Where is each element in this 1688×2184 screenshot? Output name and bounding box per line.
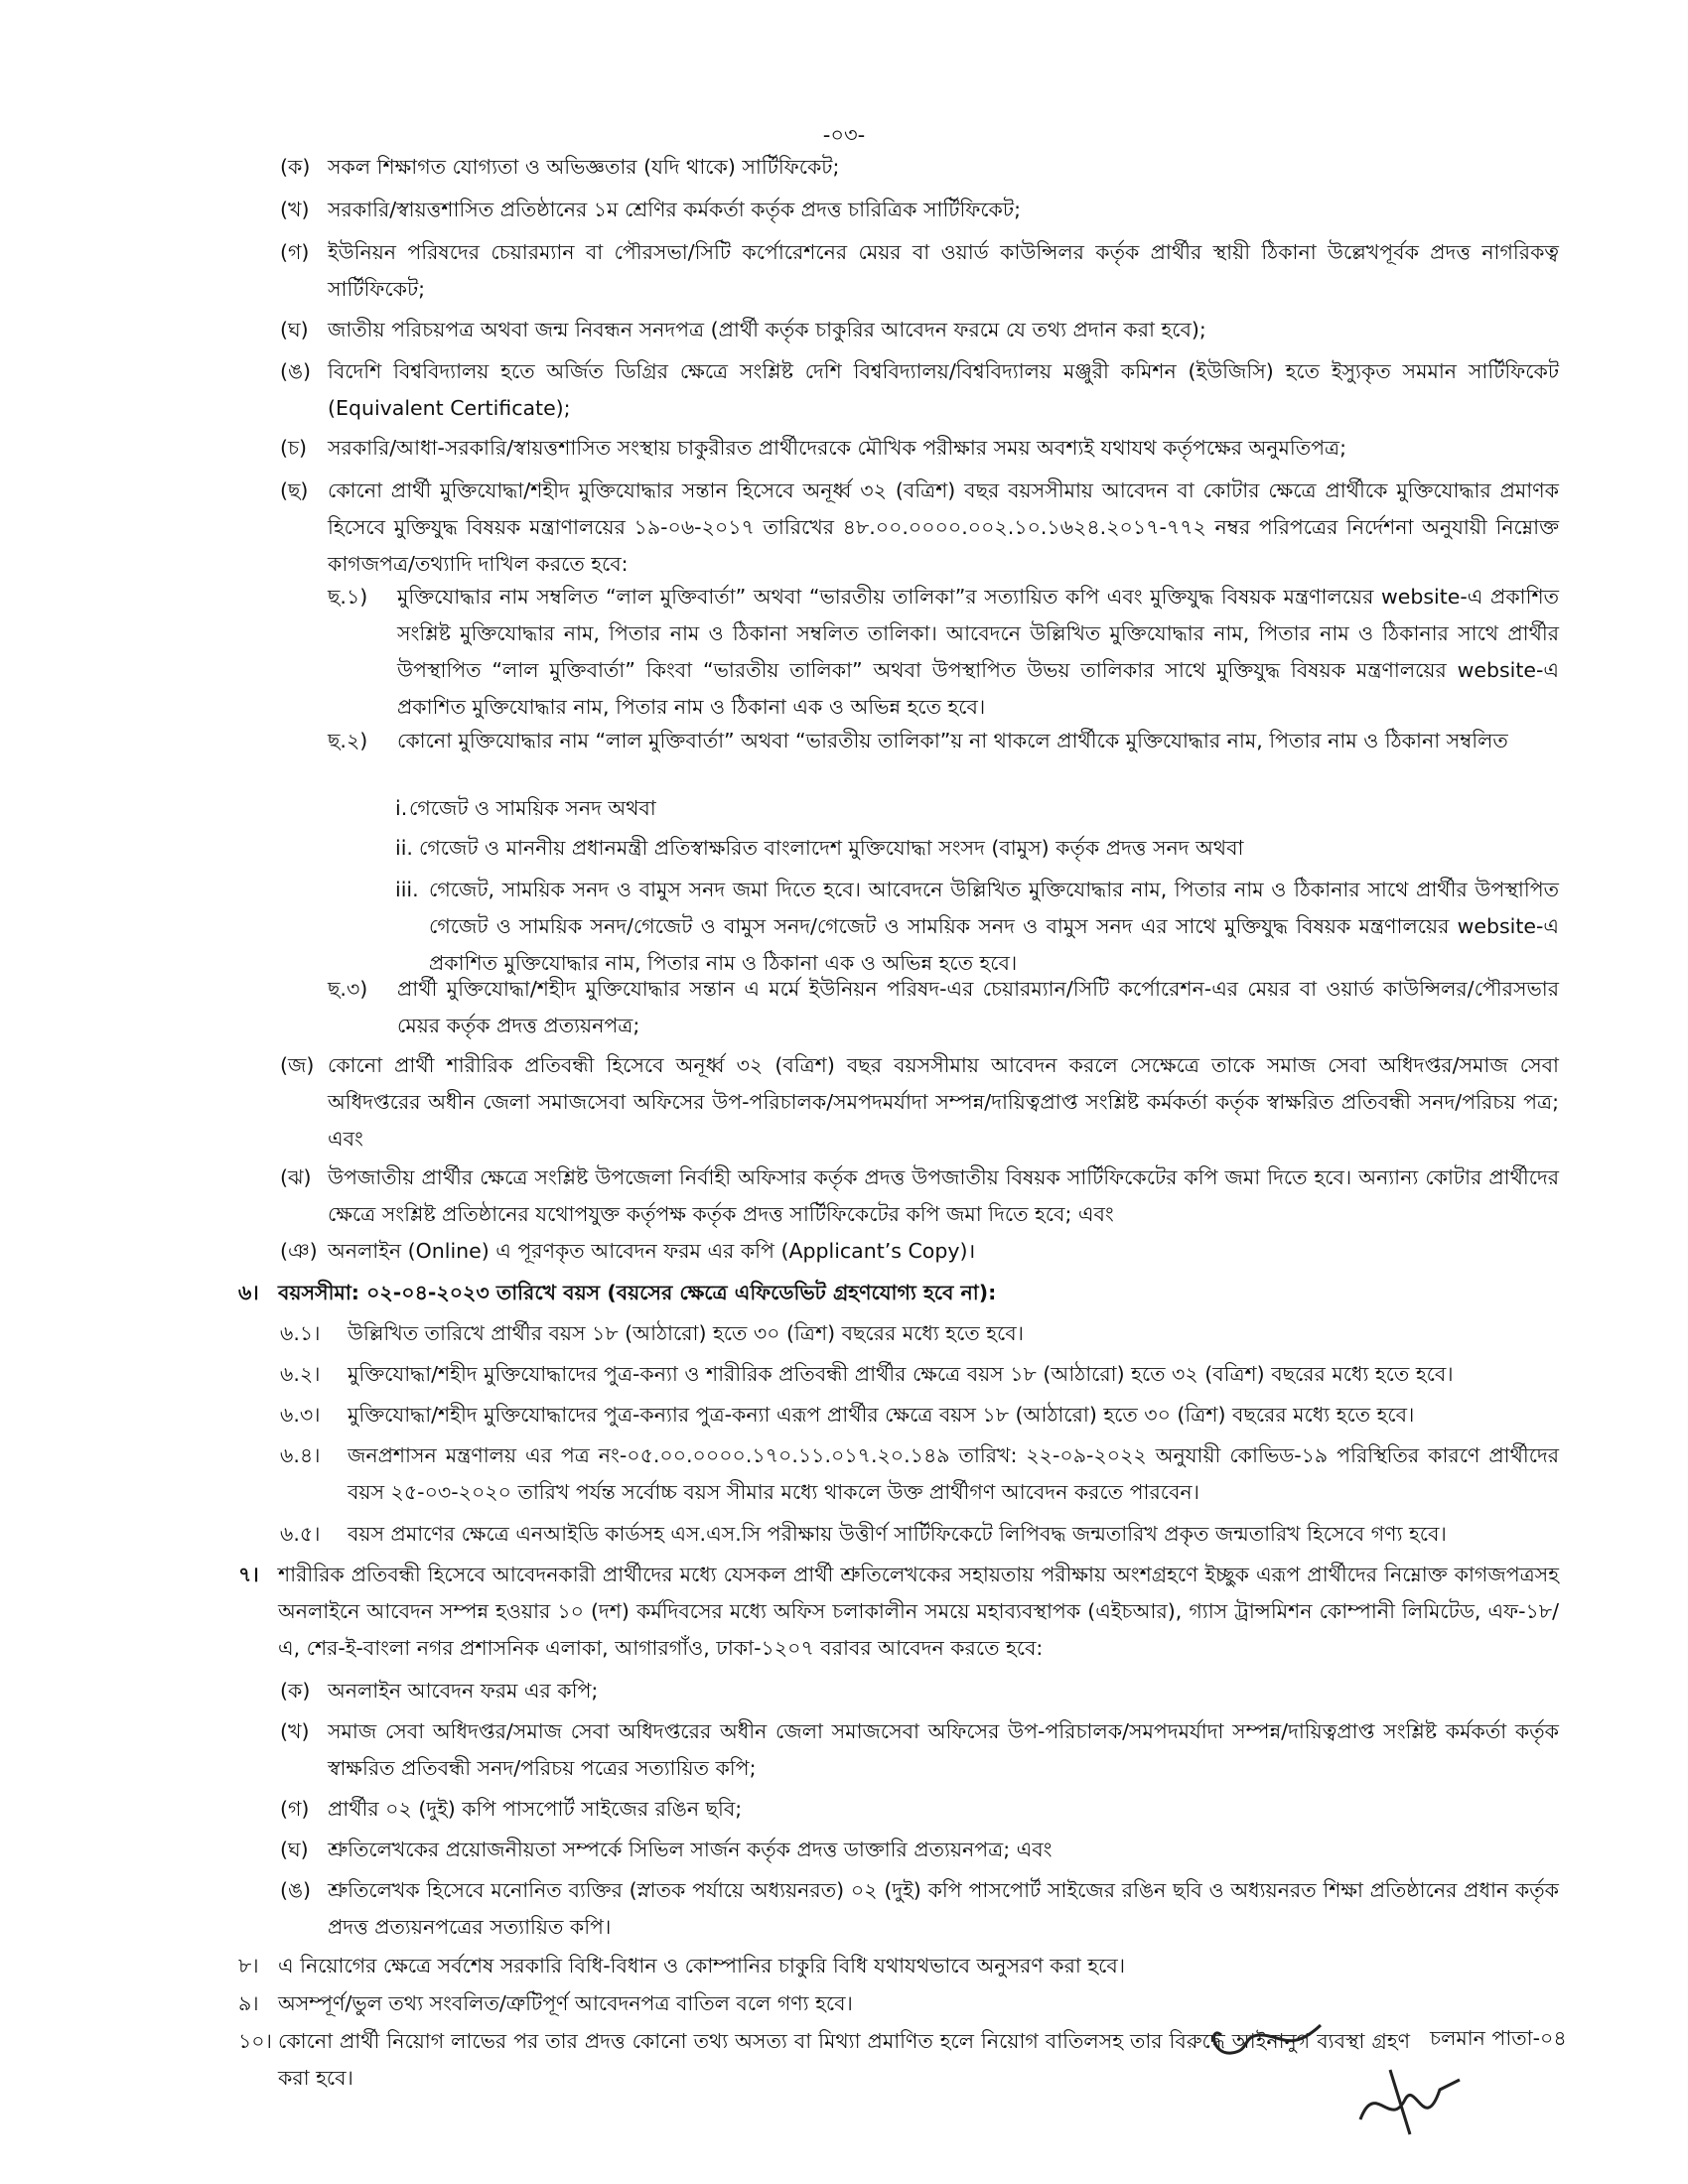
roman-marker: i. xyxy=(395,796,408,820)
sub-item-marker: ৬.৫। xyxy=(280,1522,321,1546)
section-text: কোনো প্রার্থী নিয়োগ লাভের পর তার প্রদত্ত কোনো তথ্য অসত্য বা মিথ্যা প্রমাণিত হলে নিয়োগ বাতিলসহ তার বিরুদ্ধে আইনানুগ ব্যবস্থা গ্রহণ করা হবে। xyxy=(278,2029,1410,2090)
list-item-text: প্রার্থীর ০২ (দুই) কপি পাসপোর্ট সাইজের রঙিন ছবি; xyxy=(328,1797,743,1821)
sub-item-marker: ৬.২। xyxy=(280,1362,321,1386)
item-marker: (জ) xyxy=(280,1053,315,1077)
initials-signature xyxy=(1201,2005,1370,2065)
item-marker: (খ) xyxy=(280,1719,310,1743)
sub-item-text: মুক্তিযোদ্ধার নাম সম্বলিত “লাল মুক্তিবার্তা” অথবা “ভারতীয় তালিকা”র সত্যায়িত কপি এবং মুক্তিযুদ্ধ বিষয়ক মন্ত্রণালয়ের website-এ প্রকাশিত সংশ্লিষ্ট মুক্তিযোদ্ধার নাম, পিতার নাম ও ঠিকানা সম্বলিত তালিকা। আবেদনে উল্লিখিত মুক্তিযোদ্ধার নাম, পিতার নাম ও ঠিকানার সাথে প্রার্থীর উপস্থাপিত “লাল মুক্তিবার্তা” কিংবা “ভারতীয় তালিকা” অথবা উপস্থাপিত উভয় তালিকার সাথে মুক্তিযুদ্ধ বিষয়ক মন্ত্রণালয়ের website-এ প্রকাশিত মুক্তিযোদ্ধার নাম, পিতার নাম ও ঠিকানা এক ও অভিন্ন হতে হবে। xyxy=(397,585,1559,719)
item-marker: (ক) xyxy=(280,1679,311,1703)
list-item-text: শ্রুতিলেখকের প্রয়োজনীয়তা সম্পর্কে সিভিল সার্জন কর্তৃক প্রদত্ত ডাক্তারি প্রত্যয়নপত্র; এবং xyxy=(328,1838,1053,1861)
list-item-text: সকল শিক্ষাগত যোগ্যতা ও অভিজ্ঞতার (যদি থাকে) সার্টিফিকেট; xyxy=(328,155,840,179)
sub-item-marker: ছ.৩) xyxy=(328,977,368,1001)
list-item-text: অনলাইন আবেদন ফরম এর কপি; xyxy=(328,1679,599,1703)
sub-item-text: মুক্তিযোদ্ধা/শহীদ মুক্তিযোদ্ধাদের পুত্র-কন্যার পুত্র-কন্যা এরূপ প্রার্থীর ক্ষেত্রে বয়স ১৮ (আঠারো) হতে ৩০ (ত্রিশ) বছরের মধ্যে হতে হবে। xyxy=(348,1403,1415,1427)
sub-item-text: উল্লিখিত তারিখে প্রার্থীর বয়স ১৮ (আঠারো) হতে ৩০ (ত্রিশ) বছরের মধ্যে হতে হবে। xyxy=(348,1321,1024,1345)
list-item-text: শ্রুতিলেখক হিসেবে মনোনিত ব্যক্তির (স্নাতক পর্যায়ে অধ্যয়নরত) ০২ (দুই) কপি পাসপোর্ট সাইজের রঙিন ছবি ও অধ্যয়নরত শিক্ষা প্রতিষ্ঠানের প্রধান কর্তৃক প্রদত্ত প্রত্যয়নপত্রের সত্যায়িত কপি। xyxy=(328,1878,1559,1939)
sub-item-marker: ছ.১) xyxy=(328,585,368,609)
item-marker: (গ) xyxy=(280,1797,310,1821)
item-marker: (ছ) xyxy=(280,478,309,502)
continued-page-label: চলমান পাতা-০৪ xyxy=(1430,2026,1567,2050)
item-marker: (চ) xyxy=(280,436,308,460)
item-marker: (গ) xyxy=(280,240,310,264)
section-number: ৮। xyxy=(238,1954,259,1978)
sub-item-text: কোনো মুক্তিযোদ্ধার নাম “লাল মুক্তিবার্তা” অথবা “ভারতীয় তালিকা”য় না থাকলে প্রার্থীকে মুক্তিযোদ্ধার নাম, পিতার নাম ও ঠিকানা সম্বলিত xyxy=(397,729,1508,752)
section-text: অসম্পূর্ণ/ভুল তথ্য সংবলিত/ত্রুটিপূর্ণ আবেদনপত্র বাতিল বলে গণ্য হবে। xyxy=(278,1991,853,2015)
sub-item-marker: ৬.৪। xyxy=(280,1443,321,1467)
list-item-text: সমাজ সেবা অধিদপ্তর/সমাজ সেবা অধিদপ্তরের অধীন জেলা সমাজসেবা অফিসের উপ-পরিচালক/সমপদমর্যাদা সম্পন্ন/দায়িত্বপ্রাপ্ত সংশ্লিষ্ট কর্মকর্তা কর্তৃক স্বাক্ষরিত প্রতিবন্ধী সনদ/পরিচয় পত্রের সত্যায়িত কপি; xyxy=(328,1719,1559,1780)
roman-item-text: গেজেট ও মাননীয় প্রধানমন্ত্রী প্রতিস্বাক্ষরিত বাংলাদেশ মুক্তিযোদ্ধা সংসদ (বামুস) কর্তৃক প্রদত্ত সনদ অথবা xyxy=(419,836,1244,860)
item-marker: (ঝ) xyxy=(280,1165,312,1189)
page-number: -০৩- xyxy=(822,123,866,147)
list-item-text: সরকারি/আধা-সরকারি/স্বায়ত্তশাসিত সংস্থায় চাকুরীরত প্রার্থীদেরকে মৌখিক পরীক্ষার সময় অবশ্যই যথাযথ কর্তৃপক্ষের অনুমতিপত্র; xyxy=(328,436,1346,460)
sub-item-marker: ৬.১। xyxy=(280,1321,321,1345)
sub-item-marker: ৬.৩। xyxy=(280,1403,321,1427)
section-number: ৯। xyxy=(238,1991,259,2015)
sub-item-text: জনপ্রশাসন মন্ত্রণালয় এর পত্র নং-০৫.০০.০০০০.১৭০.১১.০১৭.২০.১৪৯ তারিখ: ২২-০৯-২০২২ অনুযায়ী কোভিড-১৯ পরিস্থিতির কারণে প্রার্থীদের বয়স ২৫-০৩-২০২০ তারিখ পর্যন্ত সর্বোচ্চ বয়স সীমার মধ্যে থাকলে উক্ত প্রার্থীগণ আবেদন করতে পারবেন। xyxy=(348,1443,1559,1504)
section-text: শারীরিক প্রতিবন্ধী হিসেবে আবেদনকারী প্রার্থীদের মধ্যে যেসকল প্রার্থী শ্রুতিলেখকের সহায়তায় পরীক্ষায় অংশগ্রহণে ইচ্ছুক এরূপ প্রার্থীদের নিম্নোক্ত কাগজপত্রসহ অনলাইনে আবেদন সম্পন্ন হওয়ার ১০ (দশ) কর্মদিবসের মধ্যে অফিস চলাকালীন সময়ে মহাব্যবস্থাপক (এইচআর), গ্যাস ট্রান্সমিশন কোম্পানী লিমিটেড, এফ-১৮/এ, শের-ই-বাংলা নগর প্রশাসনিক এলাকা, আগারগাঁও, ঢাকা-১২০৭ বরাবর আবেদন করতে হবে: xyxy=(278,1563,1559,1660)
section-number: ১০। xyxy=(238,2029,272,2053)
item-marker: (ঙ) xyxy=(280,1878,312,1902)
list-item-text: কোনো প্রার্থী শারীরিক প্রতিবন্ধী হিসেবে অনূর্ধ্ব ৩২ (বত্রিশ) বছর বয়সসীমায় আবেদন করলে সেক্ষেত্রে তাকে সমাজ সেবা অধিদপ্তর/সমাজ সেবা অধিদপ্তরের অধীন জেলা সমাজসেবা অফিসের উপ-পরিচালক/সমপদমর্যাদা সম্পন্ন/দায়িত্বপ্রাপ্ত সংশ্লিষ্ট কর্মকর্তা কর্তৃক স্বাক্ষরিত প্রতিবন্ধী সনদ/পরিচয় পত্র; এবং xyxy=(328,1053,1559,1151)
item-marker: (ঘ) xyxy=(280,1838,309,1861)
section-heading: বয়সসীমা: ০২-০৪-২০২৩ তারিখে বয়স (বয়সের ক্ষেত্রে এফিডেভিট গ্রহণযোগ্য হবে না): xyxy=(278,1281,997,1304)
section-text: এ নিয়োগের ক্ষেত্রে সর্বশেষ সরকারি বিধি-বিধান ও কোম্পানির চাকুরি বিধি যথাযথভাবে অনুসরণ করা হবে। xyxy=(278,1954,1126,1978)
sub-item-marker: ছ.২) xyxy=(328,729,368,752)
roman-marker: iii. xyxy=(395,878,419,901)
section-number: ৬। xyxy=(238,1281,259,1304)
list-item-text: উপজাতীয় প্রার্থীর ক্ষেত্রে সংশ্লিষ্ট উপজেলা নির্বাহী অফিসার কর্তৃক প্রদত্ত উপজাতীয় বিষয়ক সার্টিফিকেটের কপি জমা দিতে হবে। অন্যান্য কোটার প্রার্থীদের ক্ষেত্রে সংশ্লিষ্ট প্রতিষ্ঠানের যথোপযুক্ত কর্তৃপক্ষ কর্তৃক প্রদত্ত সার্টিফিকেটের কপি জমা দিতে হবে; এবং xyxy=(328,1165,1559,1226)
sub-item-text: বয়স প্রমাণের ক্ষেত্রে এনআইডি কার্ডসহ এস.এস.সি পরীক্ষায় উত্তীর্ণ সার্টিফিকেটে লিপিবদ্ধ জন্মতারিখ প্রকৃত জন্মতারিখ হিসেবে গণ্য হবে। xyxy=(348,1522,1447,1546)
item-marker: (ঞ) xyxy=(280,1239,318,1263)
list-item-text: কোনো প্রার্থী মুক্তিযোদ্ধা/শহীদ মুক্তিযোদ্ধার সন্তান হিসেবে অনূর্ধ্ব ৩২ (বত্রিশ) বছর বয়সসীমায় আবেদন বা কোটার ক্ষেত্রে প্রার্থীকে মুক্তিযোদ্ধার প্রমাণক হিসেবে মুক্তিযুদ্ধ বিষয়ক মন্ত্রাণালয়ের ১৯-০৬-২০১৭ তারিখের ৪৮.০০.০০০০.০০২.১০.১৬২৪.২০১৭-৭৭২ নম্বর পরিপত্রের নির্দেশনা অনুযায়ী নিম্নোক্ত কাগজপত্র/তথ্যাদি দাখিল করতে হবে: xyxy=(328,478,1559,576)
handwritten-signature xyxy=(1350,2060,1470,2139)
item-marker: (ক) xyxy=(280,155,311,179)
roman-item-text: গেজেট ও সাময়িক সনদ অথবা xyxy=(409,796,656,820)
list-item-text: ইউনিয়ন পরিষদের চেয়ারম্যান বা পৌরসভা/সিটি কর্পোরেশনের মেয়র বা ওয়ার্ড কাউন্সিলর কর্তৃক প্রার্থীর স্থায়ী ঠিকানা উল্লেখপূর্বক প্রদত্ত নাগরিকত্ব সার্টিফিকেট; xyxy=(328,240,1559,301)
list-item-text: জাতীয় পরিচয়পত্র অথবা জন্ম নিবন্ধন সনদপত্র (প্রার্থী কর্তৃক চাকুরির আবেদন ফরমে যে তথ্য প্রদান করা হবে); xyxy=(328,318,1206,341)
sub-item-text: মুক্তিযোদ্ধা/শহীদ মুক্তিযোদ্ধাদের পুত্র-কন্যা ও শারীরিক প্রতিবন্ধী প্রার্থীর ক্ষেত্রে বয়স ১৮ (আঠারো) হতে ৩২ (বত্রিশ) বছরের মধ্যে হতে হবে। xyxy=(348,1362,1454,1386)
roman-marker: ii. xyxy=(395,836,413,860)
sub-item-text: প্রার্থী মুক্তিযোদ্ধা/শহীদ মুক্তিযোদ্ধার সন্তান এ মর্মে ইউনিয়ন পরিষদ-এর চেয়ারম্যান/সিটি কর্পোরেশন-এর মেয়র বা ওয়ার্ড কাউন্সিলর/পৌরসভার মেয়র কর্তৃক প্রদত্ত প্রত্যয়নপত্র; xyxy=(397,977,1559,1037)
list-item-text: বিদেশি বিশ্ববিদ্যালয় হতে অর্জিত ডিগ্রির ক্ষেত্রে সংশ্লিষ্ট দেশি বিশ্ববিদ্যালয়/বিশ্ববিদ্যালয় মঞ্জুরী কমিশন (ইউজিসি) হতে ইস্যুকৃত সমমান সার্টিফিকেট (Equivalent Certificate); xyxy=(328,359,1559,420)
roman-item-text: গেজেট, সাময়িক সনদ ও বামুস সনদ জমা দিতে হবে। আবেদনে উল্লিখিত মুক্তিযোদ্ধার নাম, পিতার নাম ও ঠিকানার সাথে প্রার্থীর উপস্থাপিত গেজেট ও সাময়িক সনদ/গেজেট ও বামুস সনদ/গেজেট ও সাময়িক সনদ ও বামুস সনদ এর সাথে মুক্তিযুদ্ধ বিষয়ক মন্ত্রণালয়ের website-এ প্রকাশিত মুক্তিযোদ্ধার নাম, পিতার নাম ও ঠিকানা এক ও অভিন্ন হতে হবে। xyxy=(429,878,1559,975)
item-marker: (ঙ) xyxy=(280,359,312,383)
item-marker: (খ) xyxy=(280,198,310,221)
list-item-text: অনলাইন (Online) এ পূরণকৃত আবেদন ফরম এর কপি (Applicant’s Copy)। xyxy=(328,1239,976,1263)
section-number: ৭। xyxy=(238,1563,259,1586)
list-item-text: সরকারি/স্বায়ত্তশাসিত প্রতিষ্ঠানের ১ম শ্রেণির কর্মকর্তা কর্তৃক প্রদত্ত চারিত্রিক সার্টিফিকেট; xyxy=(328,198,1021,221)
item-marker: (ঘ) xyxy=(280,318,309,341)
